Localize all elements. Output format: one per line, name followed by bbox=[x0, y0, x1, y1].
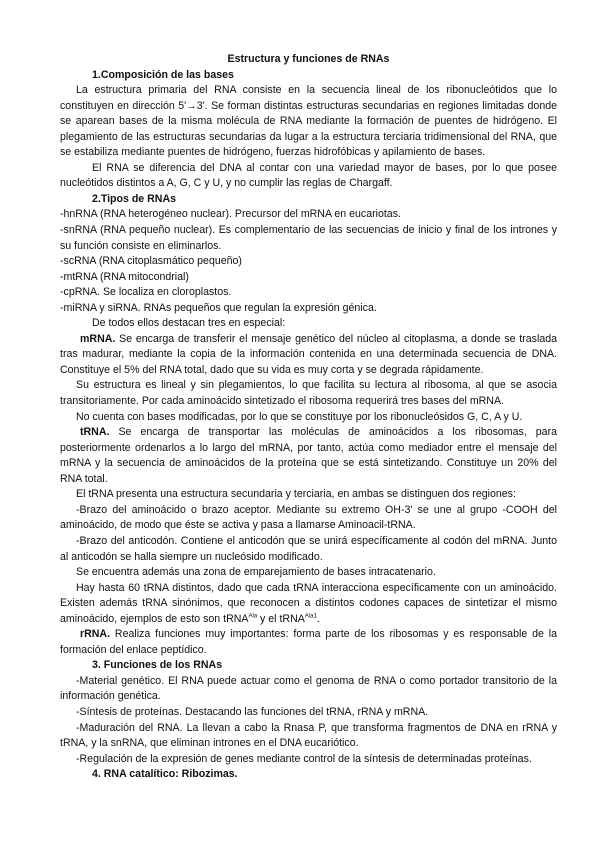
term-trna: tRNA. bbox=[80, 426, 110, 439]
list-item-mtrna: -mtRNA (RNA mitocondrial) bbox=[60, 270, 189, 283]
superscript-ala: Ala bbox=[248, 613, 258, 620]
paragraph-mrna bbox=[60, 332, 557, 379]
paragraph-trna-brazo-aminoacido: -Brazo del aminoácido o brazo aceptor. Mediante su extremo OH-3' se une al grupo -COOH del aminoácido, de modo que éste se activa y pasa a llamarse Aminoacil-tRNA. bbox=[60, 503, 557, 532]
paragraph-estructura-primaria: La estructura primaria del RNA consiste en la secuencia lineal de los ribonucleótidos que lo constituyen en dirección 5'→3'. Se forman distintas estructuras secundarias en regiones limitadas donde se aparean bases de la misma molécula de RNA mediante la formación de puentes de hidrógeno. El plegamiento de las estructuras secundarias da lugar a la estructura terciaria tridimensional del RNA, que se estabiliza mediante puentes de hidrógeno, fuerzas hidrofóbicas y apilamiento de bases. bbox=[60, 84, 557, 159]
paragraph-destacan: De todos ellos destacan tres en especial: bbox=[92, 317, 286, 330]
paragraph-mrna-bases: No cuenta con bases modificadas, por lo que se constituye por los ribonucleósidos G, C, A y U. bbox=[76, 410, 523, 423]
list-item-sintesis-proteinas: -Síntesis de proteínas. Destacando las funciones del tRNA, rRNA y mRNA. bbox=[76, 705, 429, 718]
paragraph-trna-estructura: El tRNA presenta una estructura secundaria y terciaria, en ambas se distinguen dos regiones: bbox=[76, 488, 516, 501]
trna-sinonimos-text-2: y el tRNA bbox=[257, 612, 305, 625]
term-rrna: rRNA. bbox=[80, 628, 111, 641]
document-page bbox=[60, 52, 557, 783]
paragraph-diferencia-dna: El RNA se diferencia del DNA al contar con una variedad mayor de bases, por lo que posee nucleótidos distintos a A, G, C y U, y no cumplir las reglas de Chargaff. bbox=[60, 161, 557, 190]
paragraph-mrna-estructura: Su estructura es lineal y sin plegamientos, lo que facilita su lectura al ribosoma, al que se asocia transitoriamente. Por cada aminoácido sintetizado el ribosoma requerirá tres bases del mRNA. bbox=[60, 379, 557, 408]
trna-sinonimos-end: . bbox=[316, 612, 320, 625]
list-item-material-genetico: -Material genético. El RNA puede actuar como el genoma de RNA o como portador transitorio de la información genética. bbox=[60, 674, 557, 703]
section-heading-funciones: 3. Funciones de los RNAs bbox=[92, 659, 223, 672]
trna-sinonimos-text: Hay hasta 60 tRNA distintos, dado que cada tRNA interacciona específicamente con un aminoácido. Existen además tRNA sinónimos, que reconocen a distintos codones capaces de sintetizar el mismo aminoácido, ejemplos de esto son tRNA bbox=[60, 581, 557, 625]
paragraph-trna-emparejamiento: Se encuentra además una zona de emparejamiento de bases intracatenario. bbox=[76, 566, 436, 579]
paragraph-trna bbox=[60, 425, 557, 487]
mrna-text: Se encarga de transferir el mensaje genético del núcleo al citoplasma, a donde se traslada tras madurar, mediante la copia de la información contenida en una determinada secuencia de DNA. Constituye el 5% del RNA total, dado que su vida es muy corta y se degrada rápidamente. bbox=[60, 332, 557, 376]
document-title: Estructura y funciones de RNAs bbox=[227, 53, 390, 65]
list-item-cprna: -cpRNA. Se localiza en cloroplastos. bbox=[60, 286, 232, 299]
section-heading-composicion: 1.Composición de las bases bbox=[92, 68, 234, 81]
list-item-scrna: -scRNA (RNA citoplasmático pequeño) bbox=[60, 255, 242, 268]
rrna-text: Realiza funciones muy importantes: forma parte de los ribosomas y es responsable de la formación del enlace peptídico. bbox=[60, 628, 557, 656]
list-item-regulacion: -Regulación de la expresión de genes mediante control de la síntesis de determinadas proteínas. bbox=[76, 752, 532, 765]
section-heading-tipos: 2.Tipos de RNAs bbox=[92, 192, 176, 205]
paragraph-trna-brazo-anticodon: -Brazo del anticodón. Contiene el anticodón que se unirá específicamente al codón del mRNA. Junto al anticodón se halla siempre un nucleósido modificado. bbox=[60, 534, 557, 563]
section-heading-ribozimas: 4. RNA catalítico: Ribozimas. bbox=[92, 768, 238, 781]
paragraph-rrna bbox=[60, 627, 557, 658]
superscript-ala1: Ala1 bbox=[304, 613, 317, 620]
term-mrna: mRNA. bbox=[80, 332, 116, 345]
list-item-snrna: -snRNA (RNA pequeño nuclear). Es complementario de las secuencias de inicio y final de los intrones y su función consiste en eliminarlos. bbox=[60, 224, 557, 252]
paragraph-trna-sinonimos bbox=[60, 581, 557, 628]
list-item-maduracion: -Maduración del RNA. La llevan a cabo la Rnasa P, que transforma fragmentos de DNA en rRNA y tRNA, y la snRNA, que eliminan intrones en el DNA eucariótico. bbox=[60, 721, 557, 750]
trna-text: Se encarga de transportar las moléculas de aminoácidos a los ribosomas, para posteriormente ordenarlos a lo largo del mRNA, por tanto, actúa como mediador entre el mensaje del mRNA y la secuencia de aminoácidos de la proteína que se está sintetizando. Constituye un 20% del RNA total. bbox=[60, 426, 557, 485]
list-item-mirna: -miRNA y siRNA. RNAs pequeños que regulan la expresión génica. bbox=[60, 301, 377, 314]
list-item-hnrna: -hnRNA (RNA heterogéneo nuclear). Precursor del mRNA en eucariotas. bbox=[60, 208, 401, 221]
